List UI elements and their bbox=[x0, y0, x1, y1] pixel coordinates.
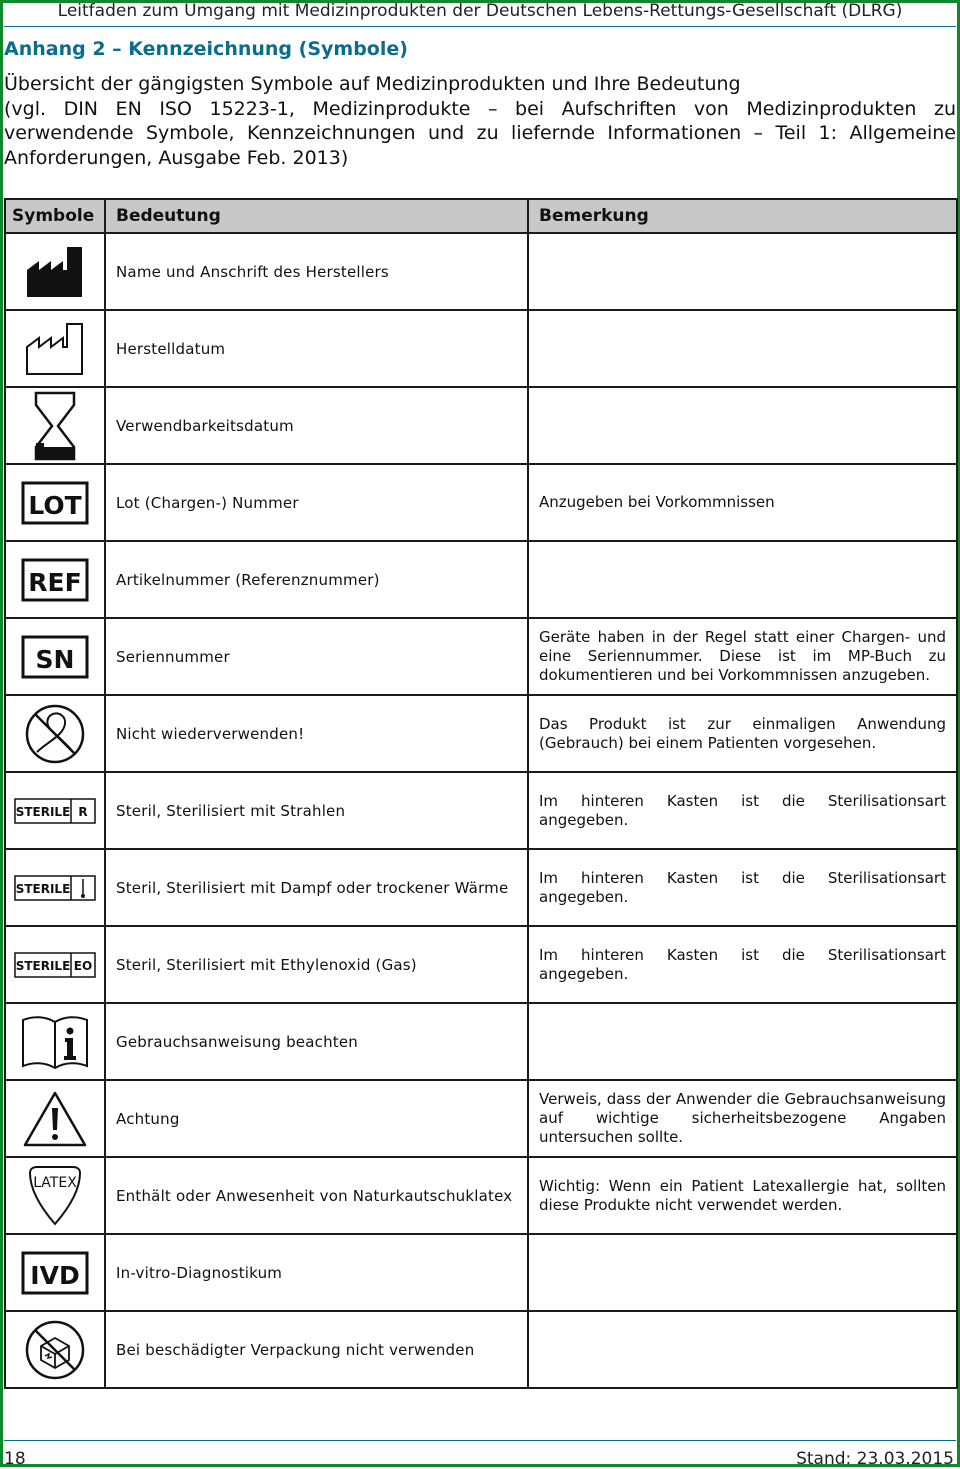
remark-cell bbox=[528, 1003, 957, 1080]
symbol-cell bbox=[5, 1234, 105, 1311]
latex-icon-text: LATEX bbox=[33, 1174, 77, 1191]
table-header-row bbox=[5, 199, 957, 233]
instructions-icon bbox=[19, 1014, 91, 1070]
stand-date: Stand: 23.03.2015 bbox=[796, 1449, 954, 1469]
warning-icon bbox=[22, 1090, 88, 1148]
sterile-r-icon-mode: R bbox=[78, 804, 88, 819]
meaning-cell: Name und Anschrift des Herstellers bbox=[105, 233, 528, 310]
sterile-eo-icon-mode: EO bbox=[73, 958, 93, 973]
col-header-bedeutung: Bedeutung bbox=[105, 199, 528, 233]
meaning-cell: Artikelnummer (Referenznummer) bbox=[105, 541, 528, 618]
remark-cell bbox=[528, 1311, 957, 1388]
symbol-cell bbox=[5, 849, 105, 926]
remark-cell bbox=[528, 541, 957, 618]
symbol-cell bbox=[5, 387, 105, 464]
symbol-cell bbox=[5, 464, 105, 541]
table-row bbox=[5, 849, 957, 926]
table-row bbox=[5, 695, 957, 772]
symbol-cell bbox=[5, 1003, 105, 1080]
table-row bbox=[5, 464, 957, 541]
symbol-cell bbox=[5, 1157, 105, 1234]
table-row bbox=[5, 541, 957, 618]
symbol-cell bbox=[5, 772, 105, 849]
intro-line-1: Übersicht der gängigsten Symbole auf Medizinprodukten und Ihre Bedeutung bbox=[4, 73, 741, 95]
symbol-cell bbox=[5, 310, 105, 387]
meaning-cell: Verwendbarkeitsdatum bbox=[105, 387, 528, 464]
sterile-r-icon-text: STERILE bbox=[15, 804, 71, 819]
meaning-cell: Steril, Sterilisiert mit Strahlen bbox=[105, 772, 528, 849]
symbols-table bbox=[4, 198, 958, 1389]
hourglass-icon bbox=[30, 391, 80, 461]
damaged-package-icon bbox=[23, 1318, 87, 1382]
table-row bbox=[5, 387, 957, 464]
latex-icon bbox=[24, 1165, 86, 1227]
table-row bbox=[5, 310, 957, 387]
document-header: Leitfaden zum Umgang mit Medizinprodukten der Deutschen Lebens-Rettungs-Gesellschaft (DLRG) bbox=[57, 1, 903, 21]
meaning-cell: Seriennummer bbox=[105, 618, 528, 695]
lot-icon bbox=[21, 481, 89, 525]
ref-icon-text: REF bbox=[28, 567, 82, 597]
remark-cell bbox=[528, 233, 957, 310]
symbol-cell bbox=[5, 695, 105, 772]
lot-icon-text: LOT bbox=[28, 490, 82, 520]
remark-cell: Im hinteren Kasten ist die Sterilisationsart angegeben. bbox=[528, 926, 957, 1003]
ivd-icon-text: IVD bbox=[30, 1260, 80, 1290]
table-row bbox=[5, 1003, 957, 1080]
sn-icon-text: SN bbox=[35, 644, 75, 674]
remark-cell: Anzugeben bei Vorkommnissen bbox=[528, 464, 957, 541]
symbol-cell bbox=[5, 541, 105, 618]
meaning-cell: Herstelldatum bbox=[105, 310, 528, 387]
table-row bbox=[5, 1080, 957, 1157]
meaning-cell: Bei beschädigter Verpackung nicht verwenden bbox=[105, 1311, 528, 1388]
meaning-cell: Gebrauchsanweisung beachten bbox=[105, 1003, 528, 1080]
meaning-cell: Steril, Sterilisiert mit Ethylenoxid (Gas) bbox=[105, 926, 528, 1003]
meaning-cell: Achtung bbox=[105, 1080, 528, 1157]
remark-cell: Das Produkt ist zur einmaligen Anwendung (Gebrauch) bei einem Patienten vorgesehen. bbox=[528, 695, 957, 772]
ivd-icon bbox=[21, 1251, 89, 1295]
remark-cell: Wichtig: Wenn ein Patient Latexallergie hat, sollten diese Produkte nicht verwendet werden. bbox=[528, 1157, 957, 1234]
remark-cell: Im hinteren Kasten ist die Sterilisationsart angegeben. bbox=[528, 772, 957, 849]
symbol-cell bbox=[5, 1311, 105, 1388]
meaning-cell: Steril, Sterilisiert mit Dampf oder trockener Wärme bbox=[105, 849, 528, 926]
remark-cell bbox=[528, 387, 957, 464]
meaning-cell: Lot (Chargen-) Nummer bbox=[105, 464, 528, 541]
remark-cell: Im hinteren Kasten ist die Sterilisationsart angegeben. bbox=[528, 849, 957, 926]
symbol-cell bbox=[5, 1080, 105, 1157]
manufacturer-icon bbox=[24, 244, 86, 300]
table-row bbox=[5, 618, 957, 695]
section-title: Anhang 2 – Kennzeichnung (Symbole) bbox=[4, 38, 408, 60]
sn-icon bbox=[21, 635, 89, 679]
symbol-cell bbox=[5, 926, 105, 1003]
intro-line-2: (vgl. DIN EN ISO 15223-1, Medizinprodukte – bei Aufschriften von Medizinprodukten zu verwendende Symbole, Kennzeichnungen und zu liefernde Informationen – Teil 1: Allgemeine Anforderungen, Ausgabe Feb. 2013) bbox=[4, 97, 956, 169]
sterile-steam-icon bbox=[14, 875, 96, 901]
remark-cell bbox=[528, 310, 957, 387]
symbol-cell bbox=[5, 618, 105, 695]
table-row bbox=[5, 1157, 957, 1234]
sterile-eo-icon bbox=[14, 952, 96, 978]
remark-cell bbox=[528, 1234, 957, 1311]
meaning-cell: Nicht wiederverwenden! bbox=[105, 695, 528, 772]
footer-rule bbox=[4, 1440, 956, 1441]
meaning-cell: In-vitro-Diagnostikum bbox=[105, 1234, 528, 1311]
ref-icon bbox=[21, 558, 89, 602]
table-row bbox=[5, 233, 957, 310]
col-header-bemerkung: Bemerkung bbox=[528, 199, 957, 233]
remark-cell: Geräte haben in der Regel statt einer Chargen- und eine Seriennummer. Diese ist im MP-Buch zu dokumentieren und bei Vorkommnissen anzugeben. bbox=[528, 618, 957, 695]
page-number: 18 bbox=[4, 1449, 26, 1469]
intro-text bbox=[4, 72, 956, 170]
header-rule bbox=[4, 26, 956, 27]
remark-cell: Verweis, dass der Anwender die Gebrauchsanweisung auf wichtige sicherheitsbezogene Angaben untersuchen sollte. bbox=[528, 1080, 957, 1157]
meaning-cell: Enthält oder Anwesenheit von Naturkautschuklatex bbox=[105, 1157, 528, 1234]
table-row bbox=[5, 1311, 957, 1388]
table-row bbox=[5, 1234, 957, 1311]
symbol-cell bbox=[5, 233, 105, 310]
table-row bbox=[5, 772, 957, 849]
manufacture-date-icon bbox=[24, 321, 86, 377]
col-header-symbole: Symbole bbox=[5, 199, 105, 233]
sterile-r-icon bbox=[14, 798, 96, 824]
sterile-eo-icon-text: STERILE bbox=[15, 958, 71, 973]
table-row bbox=[5, 926, 957, 1003]
sterile-steam-icon-text: STERILE bbox=[15, 881, 71, 896]
do-not-reuse-icon bbox=[23, 702, 87, 766]
